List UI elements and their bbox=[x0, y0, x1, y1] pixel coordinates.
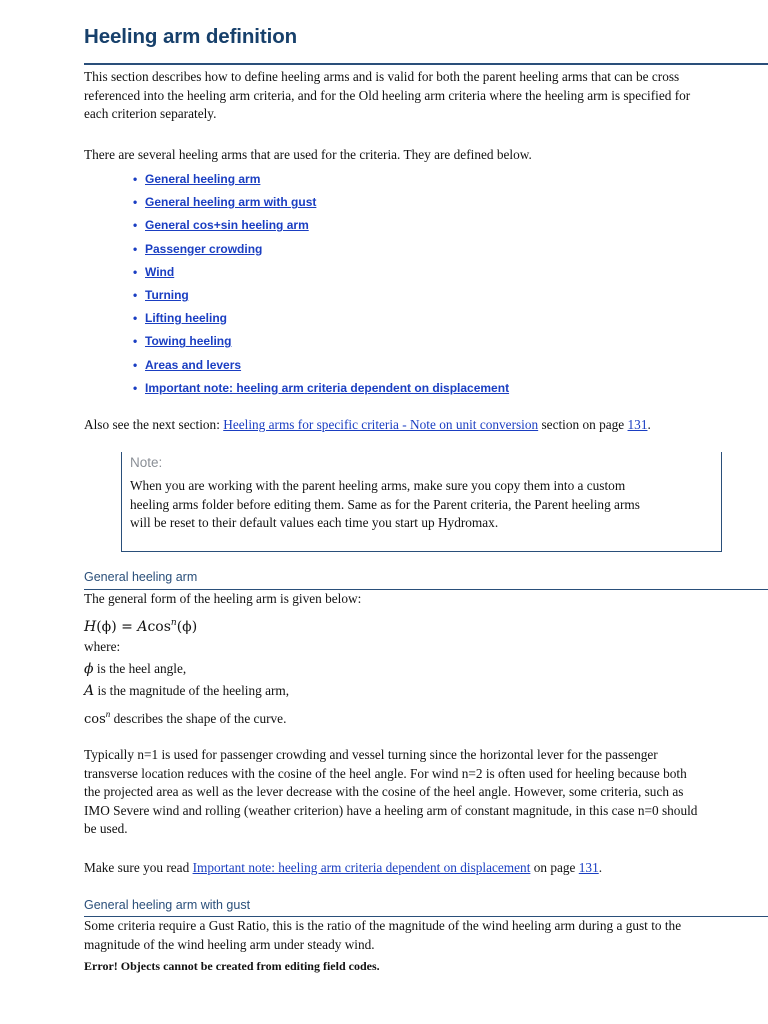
note-line: will be reset to their default values each time you start up Hydromax. bbox=[130, 515, 499, 530]
toc-link-wind[interactable]: Wind bbox=[145, 264, 175, 279]
gust-line: magnitude of the wind heeling arm under steady wind. bbox=[84, 936, 375, 952]
toc-item[interactable] bbox=[133, 356, 509, 379]
toc-item[interactable] bbox=[133, 216, 509, 239]
a-description: is the magnitude of the heeling arm, bbox=[94, 683, 290, 698]
page-title: Heeling arm definition bbox=[84, 25, 298, 48]
toc-link-turning[interactable]: Turning bbox=[145, 287, 189, 302]
make-sure-middle: on page bbox=[530, 860, 579, 875]
note-body bbox=[130, 477, 715, 533]
formula-H: H bbox=[84, 619, 97, 635]
toc-item[interactable] bbox=[133, 193, 509, 216]
phi-description: is the heel angle, bbox=[93, 661, 187, 676]
bullet: • bbox=[133, 334, 138, 349]
formula-n: n bbox=[170, 618, 177, 628]
bullet: • bbox=[133, 241, 138, 256]
typically-line: the projected area as well as the lever decrease with the cosine of the heel angle. However, some criteria, such as bbox=[84, 784, 684, 799]
heeling-arm-formula bbox=[84, 614, 197, 637]
a-symbol: A bbox=[84, 683, 95, 699]
typically-line: transverse location reduces with the cosine of the heel angle. For wind n=2 is often used for heeling because both bbox=[84, 765, 687, 781]
make-sure-suffix: . bbox=[598, 860, 603, 875]
formula-A: A bbox=[137, 619, 148, 635]
phi-symbol: ϕ bbox=[84, 661, 94, 677]
toc-link-general-heeling-arm[interactable]: General heeling arm bbox=[145, 172, 261, 186]
toc-item[interactable] bbox=[133, 170, 509, 193]
title-rule bbox=[84, 63, 768, 65]
toc-link-lifting-heeling[interactable]: Lifting heeling bbox=[145, 311, 227, 326]
note-line: heeling arms folder before editing them. Same as for the Parent criteria, the Parent heeling arms bbox=[130, 496, 640, 512]
gust-paragraph bbox=[84, 917, 764, 954]
section-heading-gust: General heeling arm with gust bbox=[84, 898, 251, 912]
toc-item[interactable] bbox=[133, 379, 509, 402]
toc-link-towing-heeling[interactable]: Towing heeling bbox=[145, 334, 232, 349]
formula-phi: (ϕ) = bbox=[96, 619, 138, 635]
typically-line: be used. bbox=[84, 821, 128, 836]
page-link[interactable]: 131 bbox=[578, 860, 599, 875]
bullet: • bbox=[133, 380, 138, 395]
also-see-suffix: . bbox=[647, 417, 651, 432]
note-line: When you are working with the parent heeling arms, make sure you copy them into a custom bbox=[130, 478, 626, 493]
section-heading-general-heeling-arm: General heeling arm bbox=[84, 570, 198, 584]
toc-item[interactable] bbox=[133, 240, 509, 263]
bullet: • bbox=[133, 311, 138, 326]
bullet: • bbox=[133, 195, 138, 210]
typically-paragraph bbox=[84, 746, 764, 839]
formula-cos: cos bbox=[147, 619, 171, 635]
note-label: Note: bbox=[130, 455, 163, 470]
toc-list bbox=[133, 170, 509, 402]
toc-item[interactable] bbox=[133, 309, 509, 332]
make-sure-prefix: Make sure you read bbox=[84, 860, 193, 875]
toc-link-areas-levers[interactable]: Areas and levers bbox=[145, 357, 242, 372]
where-text: where: bbox=[84, 639, 121, 654]
bullet: • bbox=[133, 287, 138, 302]
bullet: • bbox=[133, 264, 138, 279]
cos-symbol: cos bbox=[84, 712, 106, 727]
also-see-middle: section on page bbox=[538, 417, 628, 432]
also-see-prefix: Also see the next section: bbox=[84, 417, 224, 432]
gust-line: Some criteria require a Gust Ratio, this is the ratio of the magnitude of the wind heeling arm during a gust to the bbox=[84, 918, 682, 933]
bullet: • bbox=[133, 218, 138, 233]
general-form-text: The general form of the heeling arm is given below: bbox=[84, 591, 362, 606]
several-paragraph: There are several heeling arms that are used for the criteria. They are defined below. bbox=[84, 147, 532, 162]
phi-definition bbox=[84, 660, 186, 679]
toc-link-passenger-crowding[interactable]: Passenger crowding bbox=[145, 241, 263, 256]
bullet: • bbox=[133, 172, 138, 186]
formula-end: (ϕ) bbox=[176, 619, 198, 635]
note-box bbox=[121, 452, 722, 552]
bullet: • bbox=[133, 357, 138, 372]
toc-item[interactable] bbox=[133, 332, 509, 355]
cos-definition bbox=[84, 705, 286, 730]
important-note-link[interactable]: Important note: heeling arm criteria dependent on displacement bbox=[192, 860, 531, 875]
field-code-error: Error! Objects cannot be created from editing field codes. bbox=[84, 959, 380, 973]
intro-line: This section describes how to define heeling arms and is valid for both the parent heeling arms that can be cross bbox=[84, 69, 680, 84]
toc-link-general-heeling-arm-gust[interactable]: General heeling arm with gust bbox=[145, 195, 317, 210]
toc-link-cos-sin[interactable]: General cos+sin heeling arm bbox=[145, 218, 309, 233]
toc-link-important-note[interactable]: Important note: heeling arm criteria dependent on displacement bbox=[145, 380, 510, 395]
page-link[interactable]: 131 bbox=[627, 417, 648, 432]
a-definition bbox=[84, 682, 289, 701]
intro-paragraph bbox=[84, 68, 764, 124]
unit-conversion-link[interactable]: Heeling arms for specific criteria - Note on unit conversion bbox=[223, 417, 539, 432]
typically-line: IMO Severe wind and rolling (weather criterion) have a heeling arm of constant magnitude, in this case n=0 should bbox=[84, 802, 698, 818]
typically-line: Typically n=1 is used for passenger crowding and vessel turning since the horizontal lever for the passenger bbox=[84, 747, 658, 762]
toc-item[interactable] bbox=[133, 286, 509, 309]
make-sure-paragraph bbox=[84, 859, 764, 878]
cos-n: n bbox=[105, 709, 111, 719]
cos-description: describes the shape of the curve. bbox=[110, 711, 287, 726]
toc-item[interactable] bbox=[133, 263, 509, 286]
also-see-paragraph bbox=[84, 416, 764, 435]
intro-line: referenced into the heeling arm criteria, and for the Old heeling arm criteria where the heeling arm is specified for bbox=[84, 87, 691, 103]
intro-line: each criterion separately. bbox=[84, 106, 217, 121]
